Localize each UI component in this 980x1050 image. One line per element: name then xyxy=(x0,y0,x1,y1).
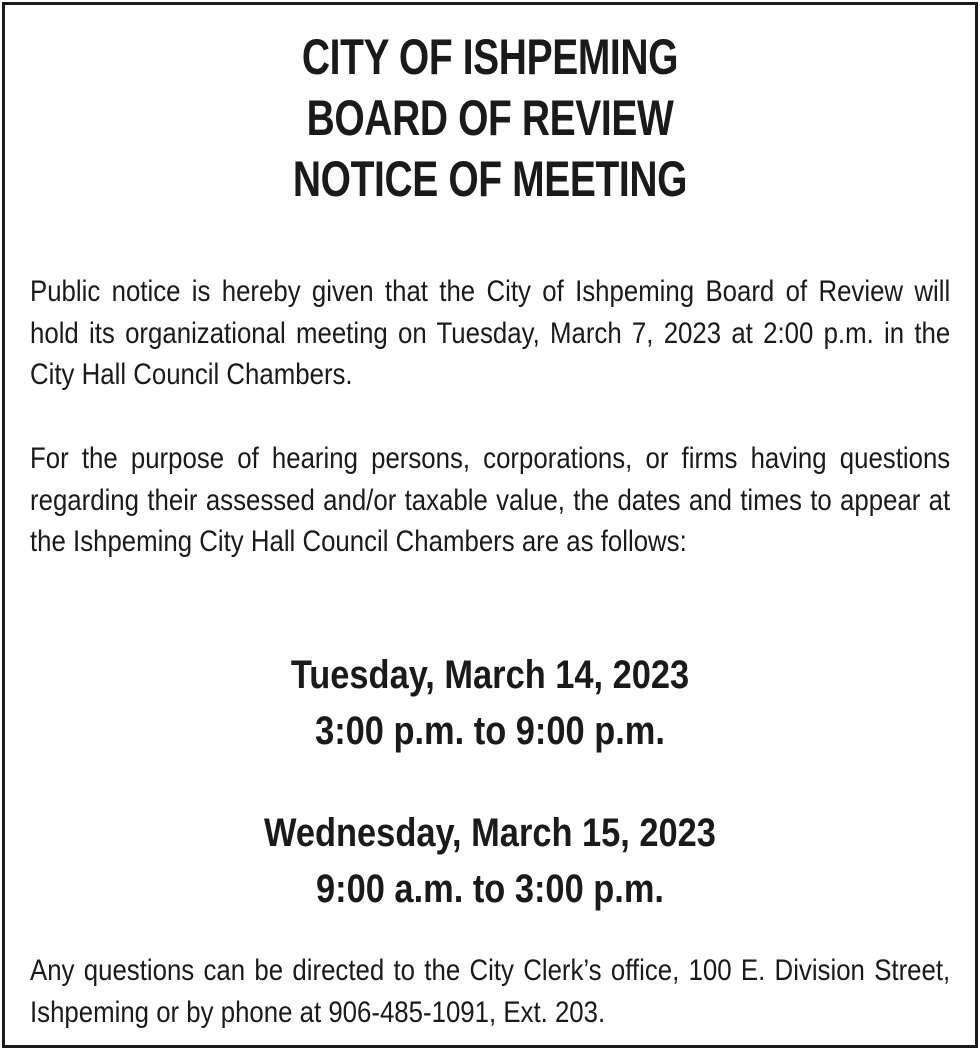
city-title: CITY OF ISHPEMING xyxy=(301,29,679,85)
schedule-time: 9:00 a.m. to 3:00 p.m. xyxy=(316,867,664,911)
schedule-entry xyxy=(5,805,975,917)
board-title: BOARD OF REVIEW xyxy=(306,90,674,146)
schedule-time: 3:00 p.m. to 9:00 p.m. xyxy=(315,709,665,753)
public-notice xyxy=(2,2,978,1048)
purpose-paragraph xyxy=(30,438,950,563)
contact-text: Any questions can be directed to the City Clerk’s office, 100 E. Division Street, Ishpeming or by phone at 906-485-1091, Ext. 203. xyxy=(30,954,951,1029)
notice-header xyxy=(5,27,975,210)
schedule-date: Wednesday, March 15, 2023 xyxy=(264,811,716,855)
purpose-text: For the purpose of hearing persons, corporations, or firms having questions regarding their assessed and/or taxable value, the dates and times to appear at the Ishpeming City Hall Council Chambers are as follows: xyxy=(30,442,951,558)
contact-paragraph xyxy=(30,950,950,1033)
intro-text: Public notice is hereby given that the City of Ishpeming Board of Review will hold its organizational meeting on Tuesday, March 7, 2023 at 2:00 p.m. in the City Hall Council Chambers. xyxy=(30,275,951,391)
notice-title: NOTICE OF MEETING xyxy=(292,151,688,207)
schedule-date: Tuesday, March 14, 2023 xyxy=(290,653,690,697)
schedule-entry xyxy=(5,647,975,759)
intro-paragraph xyxy=(30,271,950,396)
